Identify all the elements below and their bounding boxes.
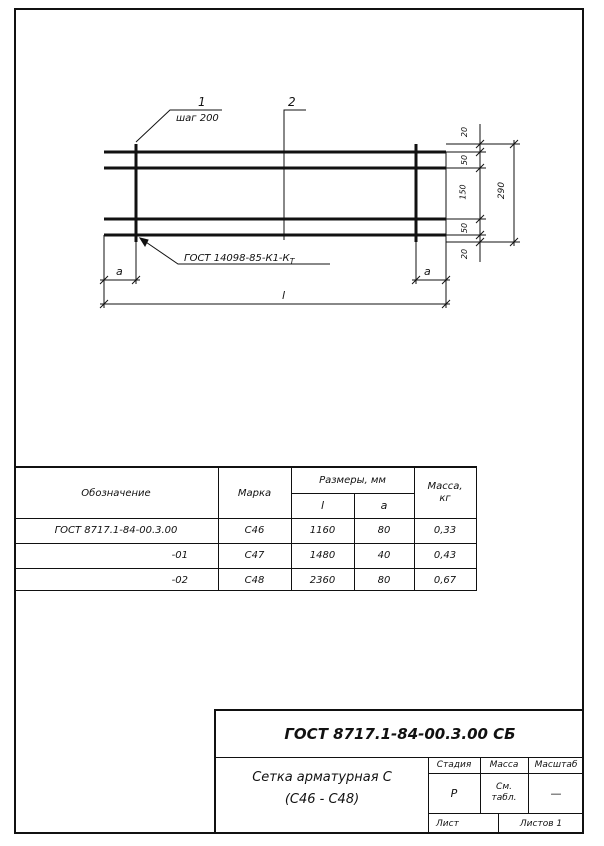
- scale-header: Масштаб: [534, 760, 578, 770]
- stage-value: Р: [450, 786, 458, 800]
- weld-subscript: Т: [289, 257, 295, 266]
- callout-2-leader: [284, 110, 306, 116]
- weld-arrow: [140, 238, 148, 246]
- dim-290-label: 290: [497, 181, 508, 200]
- header-designation: Обозначение: [81, 487, 151, 499]
- dim-150-label: 150: [458, 184, 468, 200]
- row-2-mass: 0,43: [433, 550, 457, 561]
- title-block: [214, 709, 584, 834]
- dim-50-top-label: 50: [460, 154, 470, 166]
- step-label: шаг 200: [176, 113, 219, 124]
- specification-table: [14, 466, 477, 591]
- row-2-mark: С47: [244, 550, 265, 561]
- dim-a-left-label: a: [116, 265, 123, 278]
- header-dimensions: Размеры, мм: [319, 475, 386, 486]
- dim-20-bottom-label: 20: [460, 248, 470, 260]
- header-mass: Масса, кг: [427, 481, 463, 504]
- row-2-a: 40: [377, 550, 391, 561]
- callout-2-label: 2: [288, 95, 296, 109]
- row-2-designation: -01: [171, 550, 188, 561]
- title-line-1: Сетка арматурная С: [252, 769, 392, 785]
- header-mark: Марка: [237, 487, 272, 499]
- scale-value: —: [550, 786, 562, 800]
- callout-1-label: 1: [198, 95, 206, 109]
- row-1-mass: 0,33: [433, 525, 457, 536]
- document-number: ГОСТ 8717.1-84-00.3.00 СБ: [284, 725, 516, 743]
- stage-header: Стадия: [436, 760, 472, 770]
- mass-value: См. табл.: [491, 782, 517, 803]
- header-dim-l: l: [320, 499, 325, 512]
- dim-20-top-label: 20: [460, 126, 470, 138]
- dim-50-bottom-label: 50: [460, 222, 470, 234]
- row-1-l: 1160: [309, 525, 336, 536]
- header-dim-a: a: [380, 499, 388, 512]
- title-line-2: (С46 - С48): [284, 791, 360, 807]
- sheets-label: Листов 1: [519, 818, 563, 829]
- row-3-mass: 0,67: [433, 574, 457, 586]
- row-2-l: 1480: [309, 550, 336, 561]
- row-3-a: 80: [377, 574, 391, 586]
- row-1-designation: ГОСТ 8717.1-84-00.3.00: [54, 525, 178, 536]
- row-1-a: 80: [377, 525, 391, 536]
- mass-header: Масса: [489, 760, 519, 770]
- dim-a-right-label: a: [424, 265, 431, 278]
- row-3-designation: -02: [171, 574, 188, 586]
- row-3-mark: С48: [244, 574, 265, 586]
- row-1-mark: С46: [244, 525, 265, 536]
- row-3-l: 2360: [309, 574, 336, 586]
- sheet-label: Лист: [436, 818, 459, 829]
- dim-l-label: l: [282, 289, 286, 302]
- weld-label: ГОСТ $14098-85-К1-К_Т$: [184, 253, 295, 266]
